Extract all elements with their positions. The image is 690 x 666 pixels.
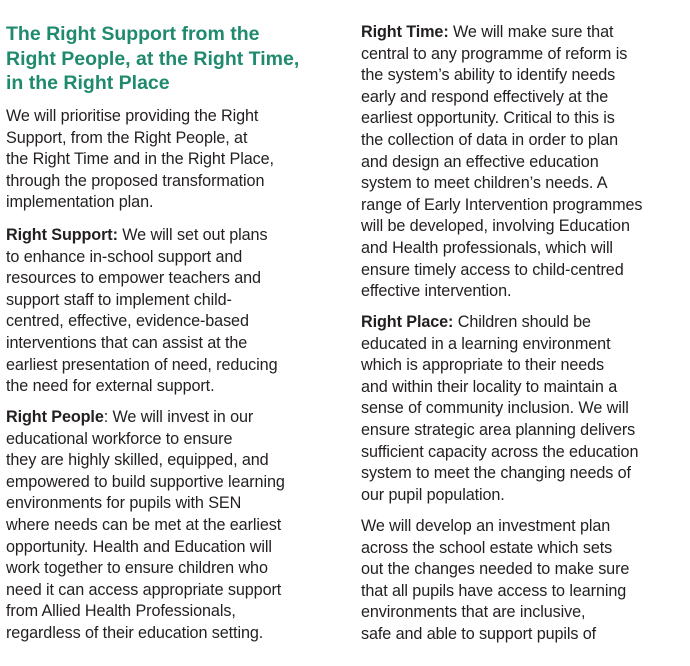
intro-paragraph	[6, 106, 274, 214]
text-fragment: Children should be	[453, 313, 591, 331]
text-line: We will develop an investment plan	[361, 517, 611, 535]
text-line: effective intervention.	[361, 282, 512, 301]
section-heading	[6, 22, 328, 96]
heading-line: Right People, at the Right Time,	[6, 47, 300, 70]
text-line: early and respond effectively at the	[361, 87, 609, 106]
text-line	[6, 407, 285, 429]
text-line: We will prioritise providing the Right	[6, 107, 259, 125]
text-line: to enhance in-school support and	[6, 247, 243, 266]
text-line: environments that are inclusive,	[361, 603, 586, 622]
text-line: our pupil population.	[361, 485, 505, 504]
text-line: support staff to implement child-	[6, 290, 232, 309]
text-line: educated in a learning environment	[361, 334, 611, 353]
text-line: across the school estate which sets	[361, 538, 613, 557]
text-line: the need for external support.	[6, 377, 215, 396]
text-line: system to meet children’s needs. A	[361, 174, 608, 193]
text-line	[6, 225, 277, 247]
right-support-paragraph	[6, 225, 277, 398]
right-place-label: Right Place:	[361, 313, 454, 331]
text-line: and Health professionals, which will	[361, 238, 613, 257]
text-line: work together to ensure children who	[6, 559, 268, 578]
text-line: range of Early Intervention programmes	[361, 195, 643, 214]
heading-line: in the Right Place	[6, 72, 170, 94]
text-line: need it can access appropriate support	[6, 580, 282, 599]
text-line: the Right Time and in the Right Place,	[6, 150, 274, 169]
right-place-paragraph	[361, 312, 638, 506]
text-line: implementation plan.	[6, 193, 154, 212]
right-support-label: Right Support:	[6, 226, 118, 244]
text-line: centred, effective, evidence-based	[6, 312, 249, 331]
right-people-label: Right People	[6, 408, 104, 426]
text-line	[361, 312, 638, 334]
text-line: they are highly skilled, equipped, and	[6, 451, 269, 470]
text-line: resources to empower teachers and	[6, 269, 261, 288]
text-line: through the proposed transformation	[6, 171, 265, 190]
text-line: Support, from the Right People, at	[6, 128, 248, 147]
text-line: out the changes needed to make sure	[361, 560, 630, 579]
text-line: sense of community inclusion. We will	[361, 399, 629, 418]
right-people-paragraph	[6, 407, 285, 645]
right-time-label: Right Time:	[361, 23, 449, 41]
text-line: where needs can be met at the earliest	[6, 515, 282, 534]
text-fragment: : We will invest in our	[103, 408, 254, 426]
heading-line: The Right Support from the	[6, 23, 260, 45]
text-line: the collection of data in order to plan	[361, 130, 619, 149]
text-line: which is appropriate to their needs	[361, 356, 605, 375]
text-line: central to any programme of reform is	[361, 44, 628, 63]
text-fragment: We will set out plans	[117, 226, 268, 244]
text-line: will be developed, involving Education	[361, 217, 630, 236]
text-line: earliest opportunity. Critical to this is	[361, 109, 615, 128]
text-line: opportunity. Health and Education will	[6, 537, 272, 556]
text-line: interventions that can assist at the	[6, 333, 248, 352]
right-time-paragraph	[361, 22, 642, 303]
text-line: earliest presentation of need, reducing	[6, 355, 278, 374]
text-line: safe and able to support pupils of	[361, 624, 597, 643]
text-line: ensure timely access to child-centred	[361, 260, 624, 279]
text-fragment: We will make sure that	[448, 23, 614, 41]
investment-paragraph	[361, 516, 629, 646]
text-line: empowered to build supportive learning	[6, 472, 285, 491]
text-line: regardless of their education setting.	[6, 623, 264, 642]
text-line: educational workforce to ensure	[6, 429, 233, 448]
text-line: environments for pupils with SEN	[6, 494, 242, 513]
text-line: that all pupils have access to learning	[361, 581, 627, 600]
text-line: and design an effective education	[361, 152, 599, 171]
text-line: sufficient capacity across the education	[361, 442, 639, 461]
text-line: the system’s ability to identify needs	[361, 66, 616, 85]
text-line	[361, 22, 642, 44]
text-line: from Allied Health Professionals,	[6, 602, 236, 621]
text-line: ensure strategic area planning delivers	[361, 420, 636, 439]
text-line: and within their locality to maintain a	[361, 377, 618, 396]
text-line: system to meet the changing needs of	[361, 464, 631, 483]
